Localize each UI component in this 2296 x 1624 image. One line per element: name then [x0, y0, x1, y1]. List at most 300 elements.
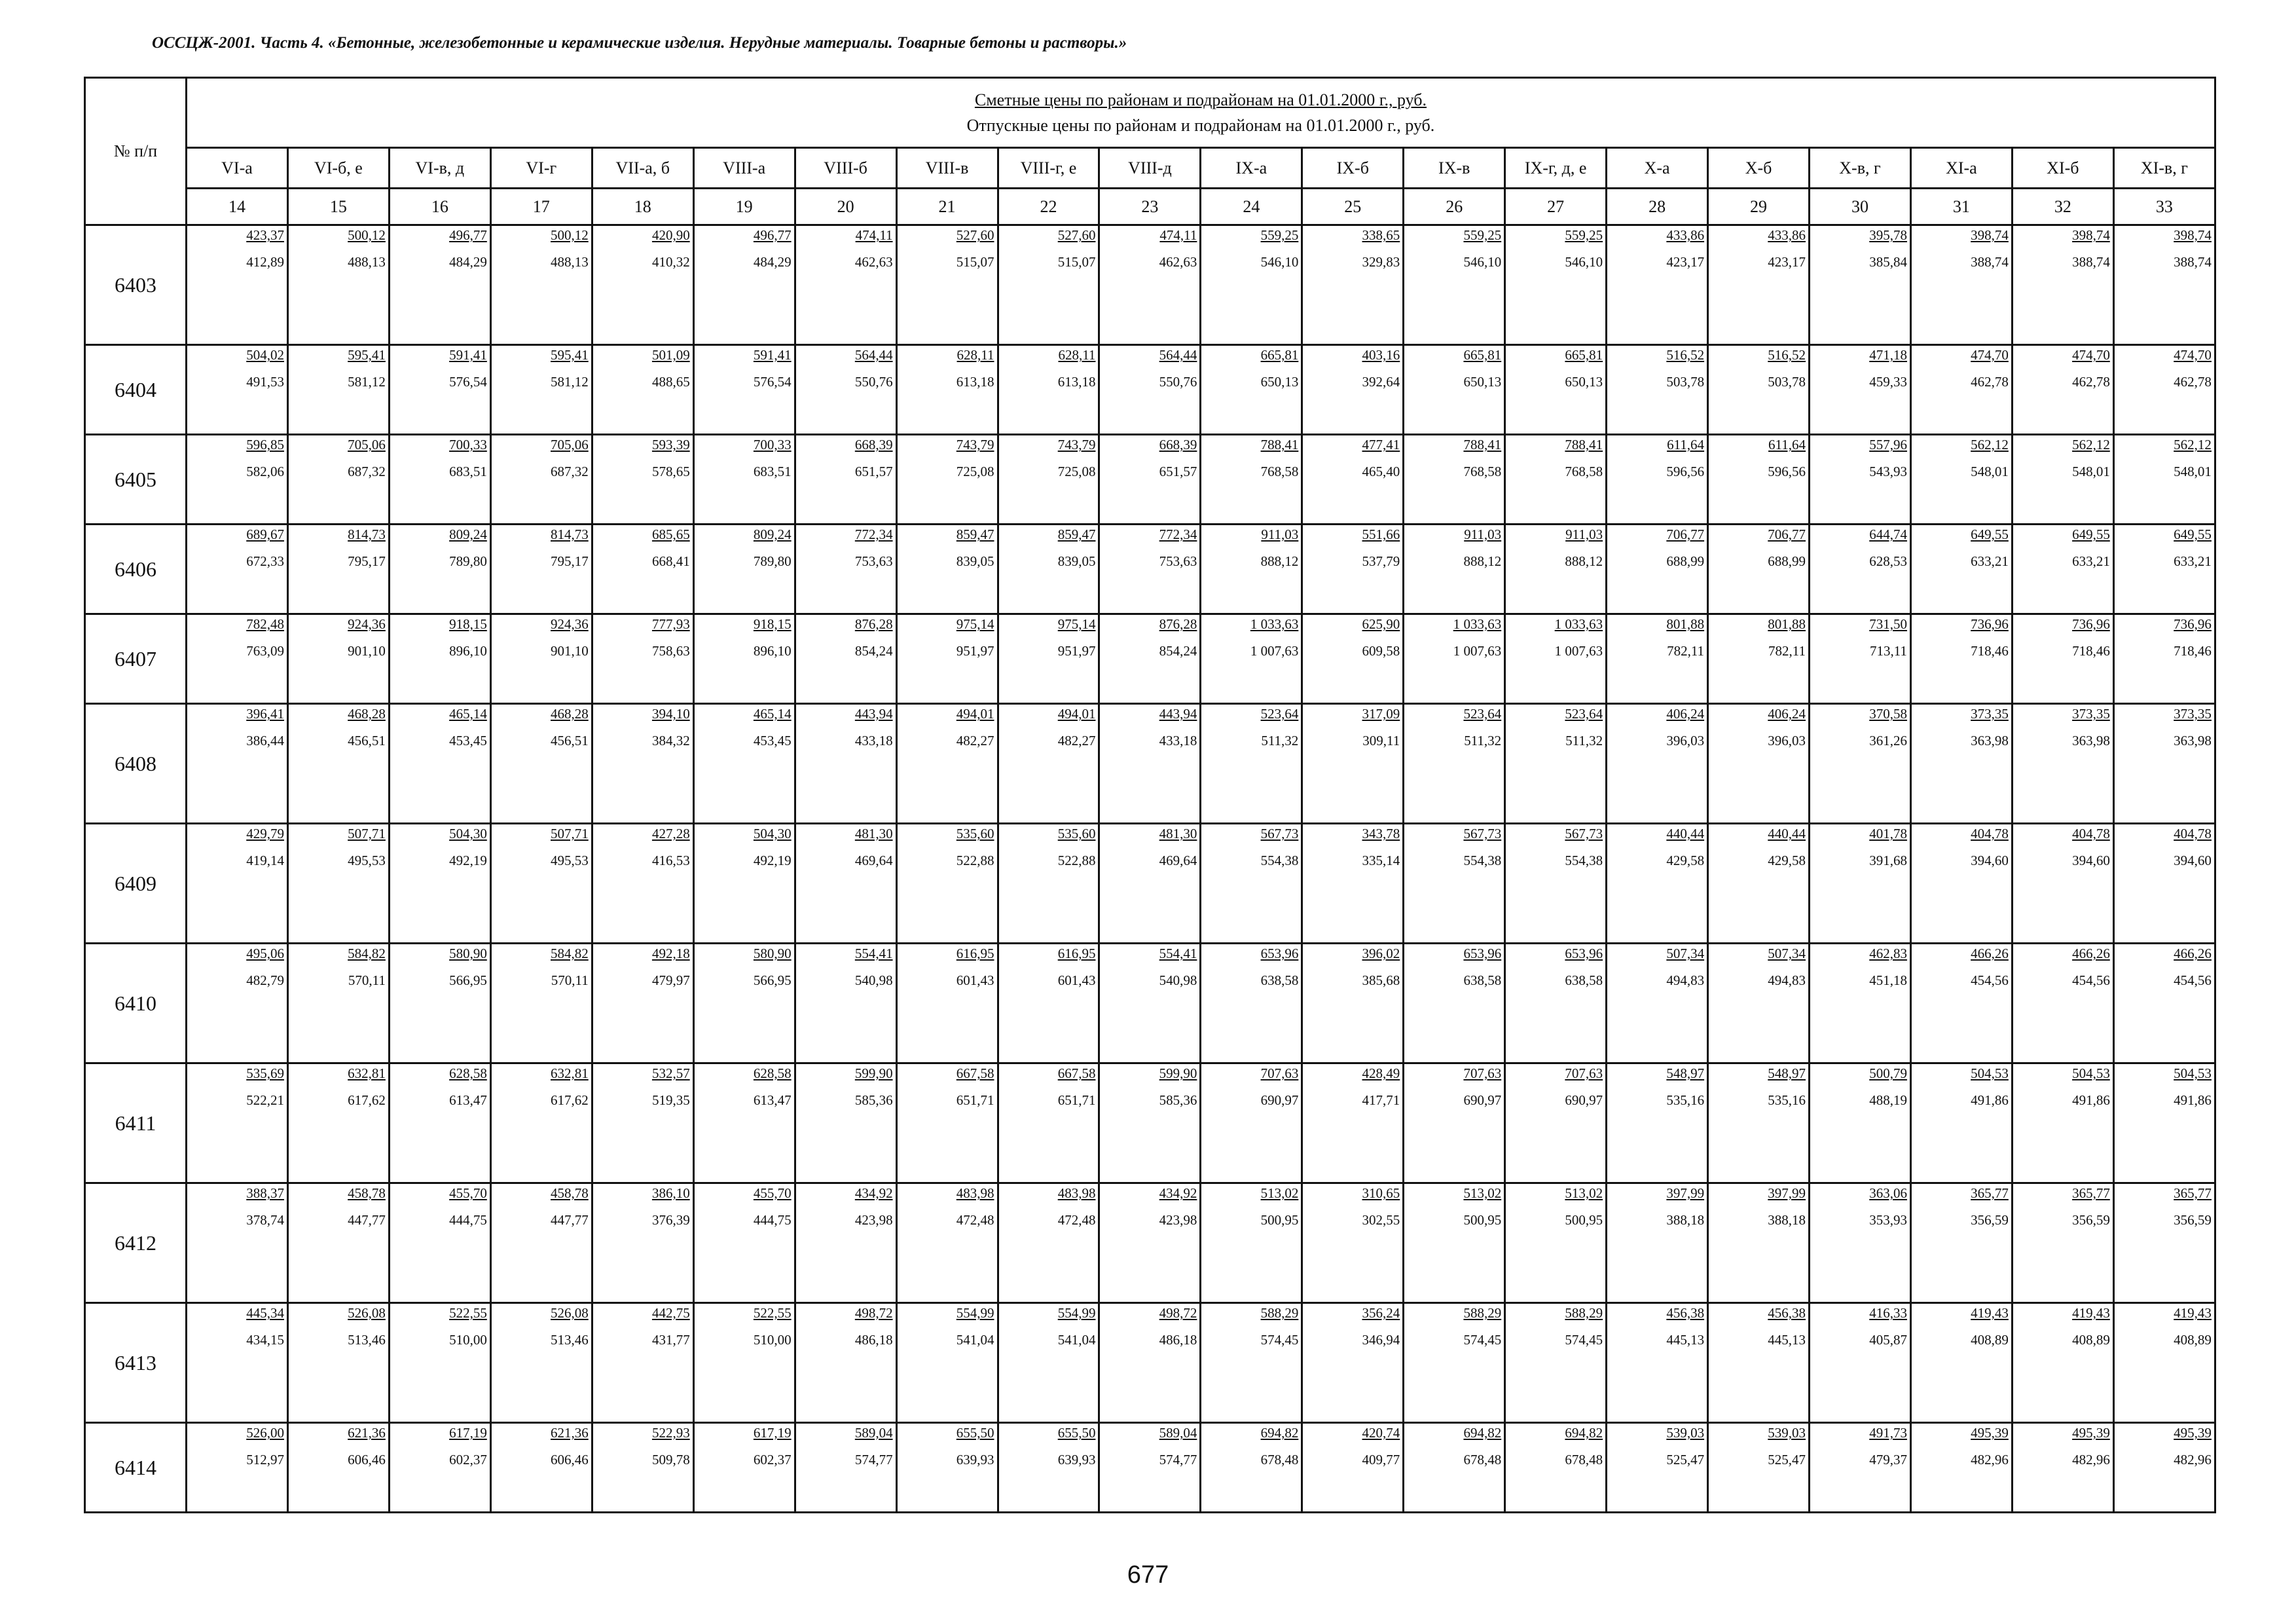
price-cell — [1607, 614, 1708, 704]
release-price: 581,12 — [551, 374, 589, 390]
price-header — [187, 78, 2215, 148]
price-cell — [1201, 704, 1302, 824]
release-price: 782,11 — [1667, 643, 1705, 659]
release-price: 546,10 — [1463, 254, 1502, 270]
release-price: 795,17 — [348, 553, 386, 569]
price-cell — [187, 614, 288, 704]
estimate-price: 911,03 — [1565, 526, 1603, 542]
column-number: 16 — [389, 189, 490, 225]
price-cell — [1910, 1063, 2012, 1183]
release-price: 718,46 — [2174, 643, 2212, 659]
release-price: 613,18 — [1057, 374, 1096, 390]
estimate-price: 483,98 — [956, 1185, 994, 1201]
estimate-price: 814,73 — [348, 526, 386, 542]
estimate-price: 365,77 — [1971, 1185, 2009, 1201]
page-header: ОССЦЖ-2001. Часть 4. «Бетонные, железобетонные и керамические изделия. Нерудные материалы. Товарные бетоны и растворы.» — [152, 34, 1127, 52]
price-cell — [1708, 614, 1810, 704]
price-cell — [1910, 944, 2012, 1063]
price-cell — [1201, 1063, 1302, 1183]
estimate-price: 516,52 — [1666, 347, 1705, 363]
estimate-price: 495,39 — [2072, 1425, 2110, 1441]
release-price: 650,13 — [1565, 374, 1603, 390]
price-cell — [1201, 614, 1302, 704]
estimate-price: 655,50 — [1057, 1425, 1096, 1441]
estimate-price: 456,38 — [1768, 1305, 1806, 1321]
row-number: 6409 — [85, 824, 187, 944]
price-cell — [287, 1423, 389, 1513]
estimate-price: 423,37 — [246, 227, 284, 243]
price-cell — [693, 704, 795, 824]
estimate-price: 743,79 — [1057, 437, 1096, 452]
estimate-price: 667,58 — [1057, 1065, 1096, 1081]
table-row — [85, 704, 2215, 824]
release-price: 554,38 — [1565, 853, 1603, 868]
row-number: 6412 — [85, 1183, 187, 1303]
release-price: 302,55 — [1362, 1212, 1400, 1228]
price-cell — [1099, 704, 1201, 824]
release-price: 578,65 — [651, 464, 690, 479]
estimate-price: 736,96 — [2174, 616, 2212, 632]
estimate-price: 477,41 — [1362, 437, 1400, 452]
price-cell — [1404, 1183, 1505, 1303]
estimate-price: 365,77 — [2072, 1185, 2110, 1201]
column-number: 26 — [1404, 189, 1505, 225]
table-row — [85, 824, 2215, 944]
price-cell — [1708, 1183, 1810, 1303]
estimate-price: 772,34 — [1159, 526, 1197, 542]
estimate-price: 644,74 — [1869, 526, 1907, 542]
release-price: 429,58 — [1666, 853, 1705, 868]
estimate-price: 567,73 — [1463, 826, 1502, 841]
estimate-price: 788,41 — [1260, 437, 1299, 452]
price-cell — [2012, 525, 2113, 614]
release-price: 548,01 — [2072, 464, 2110, 479]
release-price: 423,98 — [854, 1212, 893, 1228]
estimate-price: 588,29 — [1565, 1305, 1603, 1321]
estimate-price: 918,15 — [753, 616, 792, 632]
page-number: 677 — [1127, 1561, 1169, 1589]
estimate-price: 427,28 — [651, 826, 690, 841]
price-cell — [998, 1183, 1099, 1303]
release-price: 488,65 — [651, 374, 690, 390]
estimate-price: 496,77 — [449, 227, 487, 243]
release-price: 494,83 — [1768, 972, 1806, 988]
price-cell — [389, 704, 490, 824]
estimate-price: 523,64 — [1565, 706, 1603, 722]
release-price: 725,08 — [1057, 464, 1096, 479]
price-cell — [693, 1303, 795, 1423]
price-cell — [2113, 1423, 2215, 1513]
estimate-price: 777,93 — [651, 616, 690, 632]
price-cell — [389, 225, 490, 345]
release-price: 768,58 — [1463, 464, 1502, 479]
estimate-price: 736,96 — [1971, 616, 2009, 632]
release-price: 488,19 — [1869, 1092, 1907, 1108]
price-cell — [896, 824, 998, 944]
release-price: 763,09 — [246, 643, 284, 659]
price-cell — [2113, 345, 2215, 435]
release-price: 396,03 — [1666, 733, 1705, 748]
row-number: 6406 — [85, 525, 187, 614]
estimate-price: 584,82 — [551, 946, 589, 961]
release-price: 462,63 — [1159, 254, 1197, 270]
release-price: 353,93 — [1869, 1212, 1907, 1228]
price-cell — [896, 345, 998, 435]
price-cell — [187, 1183, 288, 1303]
release-price: 419,14 — [246, 853, 284, 868]
column-number: 20 — [795, 189, 896, 225]
estimate-price: 310,65 — [1362, 1185, 1400, 1201]
price-cell — [490, 1183, 592, 1303]
release-price: 378,74 — [246, 1212, 284, 1228]
release-price: 429,58 — [1768, 853, 1806, 868]
price-cell — [2012, 1423, 2113, 1513]
price-cell — [287, 1183, 389, 1303]
release-price: 596,56 — [1666, 464, 1705, 479]
price-cell — [998, 704, 1099, 824]
estimate-price: 440,44 — [1768, 826, 1806, 841]
region-header: XI-б — [2012, 148, 2113, 189]
price-cell — [896, 1063, 998, 1183]
estimate-price: 468,28 — [348, 706, 386, 722]
price-cell — [1505, 1303, 1607, 1423]
release-price: 409,77 — [1362, 1452, 1400, 1467]
release-price: 688,99 — [1768, 553, 1806, 569]
estimate-price: 443,94 — [854, 706, 893, 722]
estimate-price: 700,33 — [449, 437, 487, 452]
estimate-price: 526,08 — [551, 1305, 589, 1321]
release-price: 388,74 — [1971, 254, 2009, 270]
release-price: 500,95 — [1565, 1212, 1603, 1228]
estimate-price: 859,47 — [956, 526, 994, 542]
release-price: 494,83 — [1666, 972, 1705, 988]
release-price: 570,11 — [551, 972, 589, 988]
release-price: 431,77 — [651, 1332, 690, 1348]
estimate-price: 396,02 — [1362, 946, 1400, 961]
price-cell — [1505, 704, 1607, 824]
release-price: 491,86 — [2174, 1092, 2212, 1108]
estimate-price: 495,39 — [1971, 1425, 2009, 1441]
column-number: 15 — [287, 189, 389, 225]
estimate-price: 580,90 — [449, 946, 487, 961]
price-cell — [1404, 1303, 1505, 1423]
estimate-price: 736,96 — [2072, 616, 2110, 632]
price-cell — [1708, 525, 1810, 614]
estimate-price: 551,66 — [1362, 526, 1400, 542]
price-cell — [1505, 225, 1607, 345]
estimate-price: 495,06 — [246, 946, 284, 961]
price-cell — [2012, 944, 2113, 1063]
estimate-price: 500,12 — [551, 227, 589, 243]
release-price: 503,78 — [1666, 374, 1705, 390]
price-cell — [795, 525, 896, 614]
estimate-price: 649,55 — [2072, 526, 2110, 542]
release-price: 690,97 — [1463, 1092, 1502, 1108]
price-cell — [1201, 1423, 1302, 1513]
price-cell — [389, 345, 490, 435]
release-price: 550,76 — [854, 374, 893, 390]
release-price: 462,78 — [2174, 374, 2212, 390]
estimate-price: 498,72 — [854, 1305, 893, 1321]
price-cell — [1201, 345, 1302, 435]
release-price: 495,53 — [348, 853, 386, 868]
price-cell — [287, 435, 389, 525]
region-header: VI-б, е — [287, 148, 389, 189]
estimate-price: 876,28 — [854, 616, 893, 632]
release-price: 482,27 — [1057, 733, 1096, 748]
estimate-price: 562,12 — [2072, 437, 2110, 452]
table-row — [85, 225, 2215, 345]
release-price: 650,13 — [1463, 374, 1502, 390]
region-header: VII-а, б — [592, 148, 693, 189]
release-price: 491,86 — [2072, 1092, 2110, 1108]
release-price: 469,64 — [854, 853, 893, 868]
price-cell — [592, 345, 693, 435]
price-cell — [1910, 435, 2012, 525]
release-price: 683,51 — [449, 464, 487, 479]
estimate-price: 513,02 — [1260, 1185, 1299, 1201]
release-price: 753,63 — [1159, 553, 1197, 569]
release-price: 388,74 — [2072, 254, 2110, 270]
estimate-price: 539,03 — [1768, 1425, 1806, 1441]
release-price: 451,18 — [1869, 972, 1907, 988]
release-price: 444,75 — [449, 1212, 487, 1228]
estimate-price: 1 033,63 — [1250, 616, 1299, 632]
release-price: 456,51 — [348, 733, 386, 748]
release-price: 417,71 — [1362, 1092, 1400, 1108]
estimate-price: 428,49 — [1362, 1065, 1400, 1081]
price-cell — [1810, 614, 1911, 704]
estimate-price: 356,24 — [1362, 1305, 1400, 1321]
release-price: 433,18 — [854, 733, 893, 748]
price-cell — [287, 345, 389, 435]
release-price: 570,11 — [348, 972, 386, 988]
estimate-price: 433,86 — [1768, 227, 1806, 243]
region-header: IX-б — [1302, 148, 1404, 189]
release-price: 515,07 — [1057, 254, 1096, 270]
release-price: 459,33 — [1869, 374, 1907, 390]
price-cell — [490, 525, 592, 614]
price-cell — [1607, 704, 1708, 824]
estimate-price: 481,30 — [854, 826, 893, 841]
estimate-price: 743,79 — [956, 437, 994, 452]
price-cell — [1910, 1303, 2012, 1423]
release-price: 329,83 — [1362, 254, 1400, 270]
price-cell — [2012, 1063, 2113, 1183]
price-cell — [1910, 824, 2012, 944]
estimate-price: 588,29 — [1463, 1305, 1502, 1321]
release-price: 394,60 — [1971, 853, 2009, 868]
price-cell — [1810, 1303, 1911, 1423]
estimate-price: 599,90 — [854, 1065, 893, 1081]
release-price: 453,45 — [449, 733, 487, 748]
estimate-price: 788,41 — [1565, 437, 1603, 452]
release-price: 525,47 — [1768, 1452, 1806, 1467]
estimate-price: 373,35 — [1971, 706, 2009, 722]
estimate-price: 809,24 — [753, 526, 792, 542]
estimate-price: 522,55 — [753, 1305, 792, 1321]
price-cell — [187, 1423, 288, 1513]
estimate-price: 443,94 — [1159, 706, 1197, 722]
estimate-price: 513,02 — [1463, 1185, 1502, 1201]
price-cell — [1404, 1423, 1505, 1513]
release-price: 650,13 — [1260, 374, 1299, 390]
estimate-price: 523,64 — [1463, 706, 1502, 722]
estimate-price: 419,43 — [2072, 1305, 2110, 1321]
estimate-price: 491,73 — [1869, 1425, 1907, 1441]
table-row — [85, 1183, 2215, 1303]
release-price: 617,62 — [551, 1092, 589, 1108]
release-price: 492,19 — [449, 853, 487, 868]
estimate-price: 483,98 — [1057, 1185, 1096, 1201]
estimate-price: 706,77 — [1768, 526, 1806, 542]
region-header: XI-а — [1910, 148, 2012, 189]
release-price: 511,32 — [1464, 733, 1502, 748]
table-row — [85, 345, 2215, 435]
price-cell — [1404, 704, 1505, 824]
estimate-price: 554,99 — [1057, 1305, 1096, 1321]
estimate-price: 465,14 — [753, 706, 792, 722]
estimate-price: 500,79 — [1869, 1065, 1907, 1081]
release-price: 1 007,63 — [1453, 643, 1502, 659]
price-cell — [187, 704, 288, 824]
release-price: 888,12 — [1463, 553, 1502, 569]
price-cell — [490, 704, 592, 824]
release-price: 482,79 — [246, 972, 284, 988]
estimate-price: 655,50 — [956, 1425, 994, 1441]
estimate-price: 596,85 — [246, 437, 284, 452]
price-cell — [1201, 1303, 1302, 1423]
release-price: 509,78 — [651, 1452, 690, 1467]
price-cell — [1302, 525, 1404, 614]
price-cell — [187, 435, 288, 525]
estimate-price: 507,34 — [1768, 946, 1806, 961]
estimate-price: 653,96 — [1463, 946, 1502, 961]
estimate-price: 474,70 — [2072, 347, 2110, 363]
release-price: 363,98 — [1971, 733, 2009, 748]
release-price: 725,08 — [956, 464, 994, 479]
price-cell — [998, 1063, 1099, 1183]
estimate-price: 401,78 — [1869, 826, 1907, 841]
release-price: 548,01 — [2174, 464, 2212, 479]
release-price: 768,58 — [1565, 464, 1603, 479]
price-cell — [490, 345, 592, 435]
estimate-price: 567,73 — [1260, 826, 1299, 841]
release-price: 385,68 — [1362, 972, 1400, 988]
price-cell — [1099, 1423, 1201, 1513]
release-price: 651,71 — [1057, 1092, 1096, 1108]
release-price: 384,32 — [651, 733, 690, 748]
price-cell — [1708, 345, 1810, 435]
release-price: 512,97 — [246, 1452, 284, 1467]
price-cell — [795, 704, 896, 824]
estimate-price: 567,73 — [1565, 826, 1603, 841]
price-cell — [1302, 704, 1404, 824]
release-price: 410,32 — [651, 254, 690, 270]
release-price: 617,62 — [348, 1092, 386, 1108]
price-cell — [896, 1183, 998, 1303]
estimate-price: 462,83 — [1869, 946, 1907, 961]
estimate-price: 429,79 — [246, 826, 284, 841]
price-cell — [592, 824, 693, 944]
release-price: 385,84 — [1869, 254, 1907, 270]
row-number: 6410 — [85, 944, 187, 1063]
column-header-number: № п/п — [85, 78, 187, 225]
price-cell — [1607, 1423, 1708, 1513]
release-price-title: Отпускные цены по районам и подрайонам на 01.01.2000 г., руб. — [966, 116, 1435, 135]
release-price: 546,10 — [1565, 254, 1603, 270]
row-number: 6407 — [85, 614, 187, 704]
release-price: 606,46 — [348, 1452, 386, 1467]
estimate-price: 591,41 — [753, 347, 792, 363]
price-cell — [1099, 225, 1201, 345]
price-cell — [1099, 525, 1201, 614]
estimate-price: 527,60 — [956, 227, 994, 243]
price-cell — [1099, 1183, 1201, 1303]
region-header: VIII-а — [693, 148, 795, 189]
release-price: 356,59 — [2072, 1212, 2110, 1228]
price-cell — [1505, 944, 1607, 1063]
price-cell — [693, 1183, 795, 1303]
estimate-price: 694,82 — [1565, 1425, 1603, 1441]
release-price: 633,21 — [2174, 553, 2212, 569]
release-price: 454,56 — [2072, 972, 2110, 988]
region-header: VI-в, д — [389, 148, 490, 189]
release-price: 633,21 — [1971, 553, 2009, 569]
estimate-price: 396,41 — [246, 706, 284, 722]
release-price: 602,37 — [449, 1452, 487, 1467]
release-price: 491,53 — [246, 374, 284, 390]
region-header: VI-г — [490, 148, 592, 189]
price-cell — [1505, 435, 1607, 525]
release-price: 445,13 — [1666, 1332, 1705, 1348]
estimate-price: 554,41 — [1159, 946, 1197, 961]
price-cell — [592, 225, 693, 345]
column-number: 23 — [1099, 189, 1201, 225]
estimate-price: 591,41 — [449, 347, 487, 363]
price-cell — [1810, 1423, 1911, 1513]
estimate-price: 474,11 — [1159, 227, 1197, 243]
estimate-price: 419,43 — [1971, 1305, 2009, 1321]
price-cell — [490, 1423, 592, 1513]
price-cell — [1910, 225, 2012, 345]
release-price: 447,77 — [551, 1212, 589, 1228]
release-price: 718,46 — [1971, 643, 2009, 659]
estimate-price: 706,77 — [1666, 526, 1705, 542]
estimate-price: 975,14 — [956, 616, 994, 632]
region-header: X-б — [1708, 148, 1810, 189]
release-price: 613,47 — [753, 1092, 792, 1108]
price-cell — [490, 824, 592, 944]
price-cell — [2113, 614, 2215, 704]
price-cell — [287, 225, 389, 345]
price-cell — [896, 944, 998, 1063]
release-price: 566,95 — [449, 972, 487, 988]
price-cell — [1404, 944, 1505, 1063]
estimate-price: 373,35 — [2174, 706, 2212, 722]
price-cell — [1607, 824, 1708, 944]
release-price: 396,03 — [1768, 733, 1806, 748]
price-cell — [998, 345, 1099, 435]
release-price: 574,77 — [1159, 1452, 1197, 1467]
release-price: 758,63 — [651, 643, 690, 659]
price-cell — [1910, 525, 2012, 614]
estimate-price: 924,36 — [551, 616, 589, 632]
estimate-price: 526,08 — [348, 1305, 386, 1321]
release-price: 683,51 — [753, 464, 792, 479]
price-cell — [795, 1423, 896, 1513]
estimate-price: 445,34 — [246, 1305, 284, 1321]
